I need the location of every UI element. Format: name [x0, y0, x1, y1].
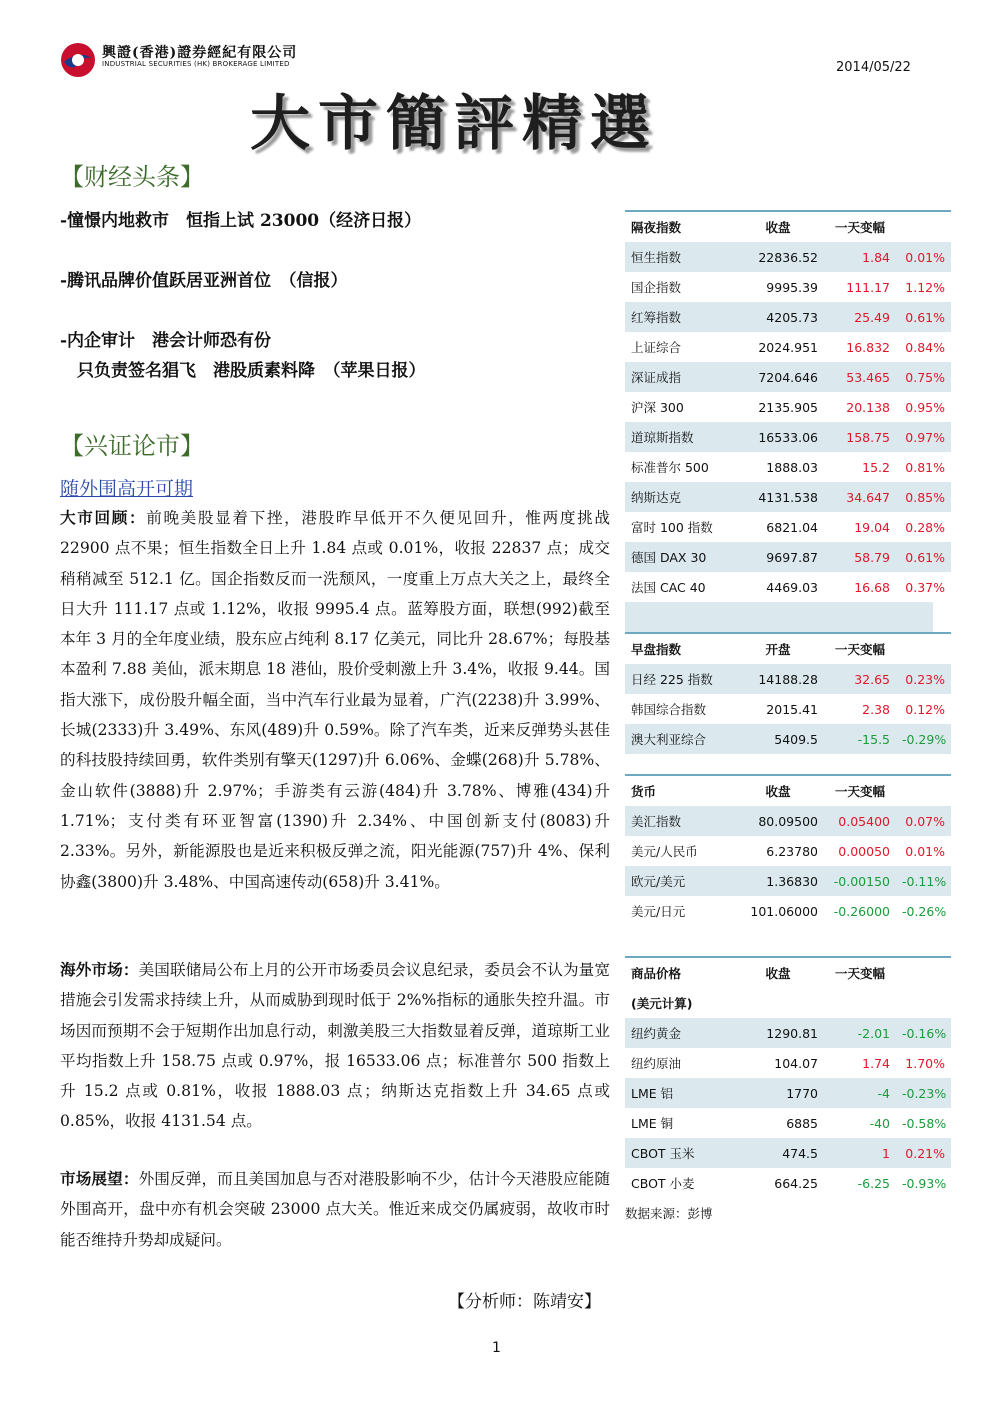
table-cell: -0.11% [896, 866, 951, 896]
table-cell: 2015.41 [732, 694, 824, 724]
table-row [625, 482, 951, 512]
table-row [625, 1108, 951, 1138]
table-row [625, 1168, 951, 1198]
table-row [625, 572, 951, 602]
table-cell: 法国 CAC 40 [625, 572, 732, 602]
table-cell: 0.85% [896, 482, 951, 512]
table-cell: 20.138 [824, 392, 896, 422]
table-cell: 0.37% [896, 572, 951, 602]
table-cell: LME 铜 [625, 1108, 732, 1138]
table-row [625, 1018, 951, 1048]
table-cell: 4469.03 [732, 572, 824, 602]
table-header-cell: 隔夜指数 [625, 211, 732, 242]
page-title: 大市簡評精選 [250, 89, 658, 159]
table-cell: 欧元/美元 [625, 866, 732, 896]
table-cell: 0.81% [896, 452, 951, 482]
table-cell: 1290.81 [732, 1018, 824, 1048]
table-cell: 纽约原油 [625, 1048, 732, 1078]
paragraph-label: 市场展望： [60, 1169, 139, 1188]
table-cell: -0.16% [896, 1018, 951, 1048]
table-cell: 14188.28 [732, 664, 824, 694]
table-row [625, 1138, 951, 1168]
table-cell: 1 [824, 1138, 896, 1168]
table-cell: 纽约黄金 [625, 1018, 732, 1048]
table-cell: 7204.646 [732, 362, 824, 392]
table-header-row [625, 633, 951, 664]
page-number: 1 [492, 1340, 501, 1356]
commentary-section-title: 【兴证论市】 [60, 432, 204, 460]
table-cell: 韩国综合指数 [625, 694, 732, 724]
table-row [625, 392, 951, 422]
table-cell: -2.01 [824, 1018, 896, 1048]
table-cell: 0.01% [896, 836, 951, 866]
table-header-row [625, 775, 951, 806]
headline: 只负责签名猖飞 港股质素料降 （苹果日报） [60, 361, 426, 381]
table-header-cell: 收盘 [732, 957, 824, 988]
table-header-cell: 商品价格 [625, 957, 732, 988]
report-date: 2014/05/22 [836, 60, 911, 75]
table-cell: 6.23780 [732, 836, 824, 866]
table-cell: 1.84 [824, 242, 896, 272]
table-cell: -0.29% [896, 724, 951, 754]
paragraph-outlook [60, 1164, 610, 1255]
table-subheader-cell: (美元计算) [625, 988, 951, 1018]
market-data-panel [625, 210, 947, 1222]
table-cell: 道琼斯指数 [625, 422, 732, 452]
table-cell: 4131.538 [732, 482, 824, 512]
table-cell: -15.5 [824, 724, 896, 754]
commodity-table [625, 956, 951, 1198]
table-row [625, 896, 951, 926]
table-cell: -6.25 [824, 1168, 896, 1198]
table-cell: 0.84% [896, 332, 951, 362]
table-cell: CBOT 玉米 [625, 1138, 732, 1168]
table-cell: LME 铝 [625, 1078, 732, 1108]
table-cell: 1.36830 [732, 866, 824, 896]
table-spacer [625, 936, 933, 946]
table-row [625, 302, 951, 332]
headline: -腾讯品牌价值跃居亚洲首位 （信报） [60, 271, 348, 291]
table-cell: 19.04 [824, 512, 896, 542]
news-section-title: 【财经头条】 [60, 163, 204, 191]
paragraph-label: 海外市场： [60, 960, 139, 979]
table-spacer [625, 764, 933, 774]
table-row [625, 724, 951, 754]
headline: -内企审计 港会计师恐有份 [60, 331, 272, 351]
table-cell: 0.07% [896, 806, 951, 836]
table-cell: -0.26000 [824, 896, 896, 926]
table-cell: -0.93% [896, 1168, 951, 1198]
table-cell: 4205.73 [732, 302, 824, 332]
table-cell: 恒生指数 [625, 242, 732, 272]
table-cell: 澳大利亚综合 [625, 724, 732, 754]
table-cell: -0.00150 [824, 866, 896, 896]
analyst-name: 【分析师：陈靖安】 [448, 1292, 601, 1312]
table-cell: 红筹指数 [625, 302, 732, 332]
company-logo-icon [60, 42, 96, 78]
table-cell: 德国 DAX 30 [625, 542, 732, 572]
article-title[interactable]: 随外围高开可期 [60, 478, 194, 500]
morning-index-table [625, 632, 951, 754]
table-row [625, 836, 951, 866]
table-cell: 美元/日元 [625, 896, 732, 926]
table-cell: 58.79 [824, 542, 896, 572]
table-cell: 25.49 [824, 302, 896, 332]
table-header-cell: 开盘 [732, 633, 824, 664]
table-cell: 0.75% [896, 362, 951, 392]
table-cell: 16533.06 [732, 422, 824, 452]
table-cell: 0.05400 [824, 806, 896, 836]
table-header-cell: 一天变幅 [824, 957, 896, 988]
paragraph-overseas-market [60, 955, 610, 1137]
table-cell: 5409.5 [732, 724, 824, 754]
table-cell: 沪深 300 [625, 392, 732, 422]
table-cell: 664.25 [732, 1168, 824, 1198]
headline: -憧憬内地救市 恒指上试 23000（经济日报） [60, 211, 422, 231]
table-row [625, 242, 951, 272]
table-header-cell: 货币 [625, 775, 732, 806]
table-row [625, 512, 951, 542]
table-cell: 美汇指数 [625, 806, 732, 836]
table-cell: 1888.03 [732, 452, 824, 482]
table-row [625, 1048, 951, 1078]
table-spacer [625, 946, 933, 956]
table-subheader-row [625, 988, 951, 1018]
table-row [625, 452, 951, 482]
table-row [625, 542, 951, 572]
paragraph-label: 大市回顾： [60, 508, 147, 527]
table-header-cell [896, 211, 951, 242]
table-cell: 2135.905 [732, 392, 824, 422]
paragraph-text: 外围反弹，而且美国加息与否对港股影响不少，估计今天港股应能随外围高开，盘中亦有机会突破 23000 点大关。惟近来成交仍属疲弱，故收市时能否维持升势却成疑问。 [60, 1170, 610, 1249]
table-cell: 111.17 [824, 272, 896, 302]
table-cell: 16.832 [824, 332, 896, 362]
table-cell: 158.75 [824, 422, 896, 452]
table-cell: 6821.04 [732, 512, 824, 542]
table-cell: 22836.52 [732, 242, 824, 272]
table-cell: -40 [824, 1108, 896, 1138]
table-cell: 深证成指 [625, 362, 732, 392]
table-header-cell [896, 957, 951, 988]
table-header-cell: 早盘指数 [625, 633, 732, 664]
table-header-cell: 一天变幅 [824, 633, 896, 664]
company-name-cn: 興證(香港)證券經紀有限公司 [102, 45, 298, 61]
table-header-cell [896, 633, 951, 664]
paragraph-text: 美国联储局公布上月的公开市场委员会议息纪录，委员会不认为量宽措施会引发需求持续上升，从而威胁到现时低于 2%%指标的通胀失控升温。市场因而预期不会于短期作出加息行动，刺激美股三大指数显着反弹，道琼斯工业平均指数上升 158.75 点或 0.97%，报 16533.06 点；标准普尔 500 指数上升 15.2 点或 0.81%，收报 1888.03 点；纳斯达克指数上升 34.65 点或 0.85%，收报 4131.54 点。 [60, 961, 610, 1131]
paragraph-text: 前晚美股显着下挫，港股昨早低开不久便见回升，惟两度挑战 22900 点不果；恒生指数全日上升 1.84 点或 0.01%，收报 22837 点；成交稍稍减至 512.1 亿。国企指数反而一洗颓风，一度重上万点大关之上，最终全日大升 111.17 点或 1.12%，收报 9995.4 点。蓝筹股方面，联想(992)截至本年 3 月的全年度业绩，股东应占纯利 8.17 亿美元，同比升 28.67%；每股基本盈利 7.88 美仙，派末期息 18 港仙，股价受刺激上升 3.4%，收报 9.44。国指大涨下，成份股升幅全面，当中汽车行业最为显着，广汽(2238)升 3.99%、长城(2333)升 3.49%、东风(489)升 0.59%。除了汽车类，近来反弹势头甚佳的科技股持续回勇，软件类别有擎天(1297)升 6.06%、金蝶(268)升 5.78%、金山软件(3888)升 2.97%；手游类有云游(484)升 3.78%、博雅(434)升 1.71%；支付类有环亚智富(1390)升 2.34%、中国创新支付(8083)升 2.33%。另外，新能源股也是近来积极反弹之流，阳光能源(757)升 4%、保利协鑫(3800)升 3.48%、中国高速传动(658)升 3.41%。 [60, 509, 610, 891]
overnight-index-table [625, 210, 951, 602]
table-cell: 0.23% [896, 664, 951, 694]
table-header-row [625, 211, 951, 242]
table-cell: -4 [824, 1078, 896, 1108]
data-source-note: 数据来源：彭博 [625, 1206, 713, 1221]
table-row [625, 272, 951, 302]
table-cell: CBOT 小麦 [625, 1168, 732, 1198]
table-cell: 上证综合 [625, 332, 732, 362]
table-cell: 104.07 [732, 1048, 824, 1078]
table-row [625, 806, 951, 836]
table-cell: 15.2 [824, 452, 896, 482]
table-cell: 0.97% [896, 422, 951, 452]
table-cell: 标准普尔 500 [625, 452, 732, 482]
table-cell: 0.00050 [824, 836, 896, 866]
table-cell: 1770 [732, 1078, 824, 1108]
table-cell: -0.26% [896, 896, 951, 926]
table-cell: 1.12% [896, 272, 951, 302]
table-cell: 32.65 [824, 664, 896, 694]
table-cell: 0.12% [896, 694, 951, 724]
table-header-cell: 收盘 [732, 211, 824, 242]
table-spacer [625, 602, 933, 632]
table-cell: 0.61% [896, 302, 951, 332]
table-cell: 9995.39 [732, 272, 824, 302]
table-spacer [625, 754, 933, 764]
table-cell: 0.61% [896, 542, 951, 572]
table-header-row [625, 957, 951, 988]
table-cell: -0.58% [896, 1108, 951, 1138]
table-cell: 0.01% [896, 242, 951, 272]
table-cell: 2.38 [824, 694, 896, 724]
table-row [625, 332, 951, 362]
table-spacer [625, 926, 933, 936]
table-cell: 富时 100 指数 [625, 512, 732, 542]
table-cell: 6885 [732, 1108, 824, 1138]
table-cell: 80.09500 [732, 806, 824, 836]
table-header-cell: 一天变幅 [824, 775, 896, 806]
currency-table [625, 774, 951, 926]
table-cell: 1.70% [896, 1048, 951, 1078]
table-row [625, 1078, 951, 1108]
table-row [625, 694, 951, 724]
table-header-cell: 一天变幅 [824, 211, 896, 242]
table-cell: 34.647 [824, 482, 896, 512]
table-cell: 0.95% [896, 392, 951, 422]
table-cell: 474.5 [732, 1138, 824, 1168]
table-cell: 0.21% [896, 1138, 951, 1168]
table-cell: 纳斯达克 [625, 482, 732, 512]
paragraph-market-review [60, 503, 610, 897]
table-header-cell: 收盘 [732, 775, 824, 806]
table-row [625, 866, 951, 896]
company-name-en: INDUSTRIAL SECURITIES (HK) BROKERAGE LIMITED [102, 60, 290, 68]
table-row [625, 362, 951, 392]
table-cell: 16.68 [824, 572, 896, 602]
table-cell: 53.465 [824, 362, 896, 392]
table-header-cell [896, 775, 951, 806]
table-cell: 1.74 [824, 1048, 896, 1078]
table-cell: 2024.951 [732, 332, 824, 362]
table-cell: -0.23% [896, 1078, 951, 1108]
table-row [625, 422, 951, 452]
table-cell: 101.06000 [732, 896, 824, 926]
table-cell: 0.28% [896, 512, 951, 542]
table-cell: 美元/人民币 [625, 836, 732, 866]
table-cell: 9697.87 [732, 542, 824, 572]
table-cell: 日经 225 指数 [625, 664, 732, 694]
table-cell: 国企指数 [625, 272, 732, 302]
table-row [625, 664, 951, 694]
